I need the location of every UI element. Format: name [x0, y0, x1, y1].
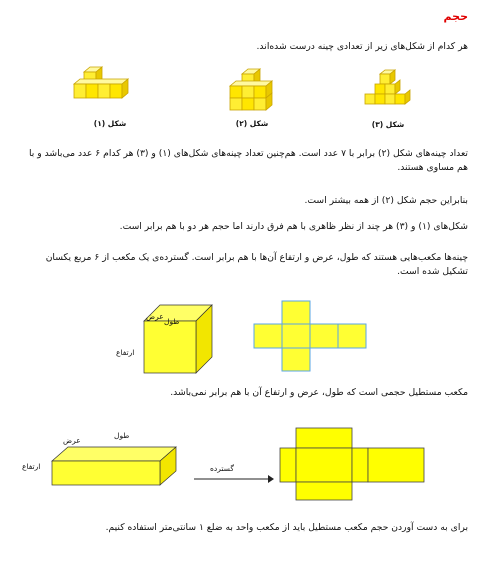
- page-title: حجم: [443, 10, 468, 23]
- cuboid-width-label: عرض: [63, 436, 81, 445]
- largest-text: بنابراین حجم شکل (۲) از همه بیشتر است.: [304, 195, 468, 206]
- cuboid-drawing: [52, 445, 178, 487]
- cube-length-label: طول: [164, 317, 180, 326]
- figure-2-stacked-cubes: [224, 66, 294, 126]
- cube-net: [254, 301, 366, 371]
- intro-text: هر کدام از شکل‌های زیر از تعدادی چینه درست شده‌اند.: [256, 41, 468, 52]
- cuboid-height-label: ارتفاع: [22, 462, 41, 471]
- cuboid-length-label: طول: [114, 431, 130, 440]
- figure-1-caption: شکل (۱): [93, 119, 127, 128]
- equal-text: شکل‌های (۱) و (۳) هر چند از نظر ظاهری با هم فرق دارند اما حجم هر دو با هم برابر است.: [119, 221, 468, 232]
- figure-2-caption: شکل (۲): [235, 119, 269, 128]
- figure-3-pyramid-cubes: [358, 64, 428, 124]
- figure-1-stacked-cubes: [70, 62, 150, 117]
- figure-3-caption: شکل (۳): [371, 120, 405, 129]
- cube-width-label: عرض: [146, 312, 164, 321]
- cuboid-definition-text: مکعب مستطیل حجمی است که طول، عرض و ارتفاع آن با هم برابر نمی‌باشد.: [170, 387, 468, 398]
- cuboid-net: [280, 428, 460, 502]
- right-arrow-icon: [194, 474, 274, 484]
- counts-text: تعداد چینه‌های شکل (۲) برابر با ۷ عدد است. هم‌چنین تعداد چینه‌های شکل‌های (۱) و (۳) هر کدام ۶ عدد می‌باشد و با هم مساوی هستند.: [28, 148, 468, 173]
- net-arrow-label: گسترده: [210, 464, 234, 473]
- cube-definition-text: چینه‌ها مکعب‌هایی هستند که طول، عرض و ارتفاع آن‌ها با هم برابر است. گسترده‌ی یک مکعب از ۶ مربع یکسان تشکیل شده است.: [45, 252, 468, 277]
- unit-cube-text: برای به دست آوردن حجم مکعب مستطیل باید از مکعب واحد به ضلع ۱ سانتی‌متر استفاده کنیم.: [105, 522, 468, 533]
- cube-height-label: ارتفاع: [116, 348, 135, 357]
